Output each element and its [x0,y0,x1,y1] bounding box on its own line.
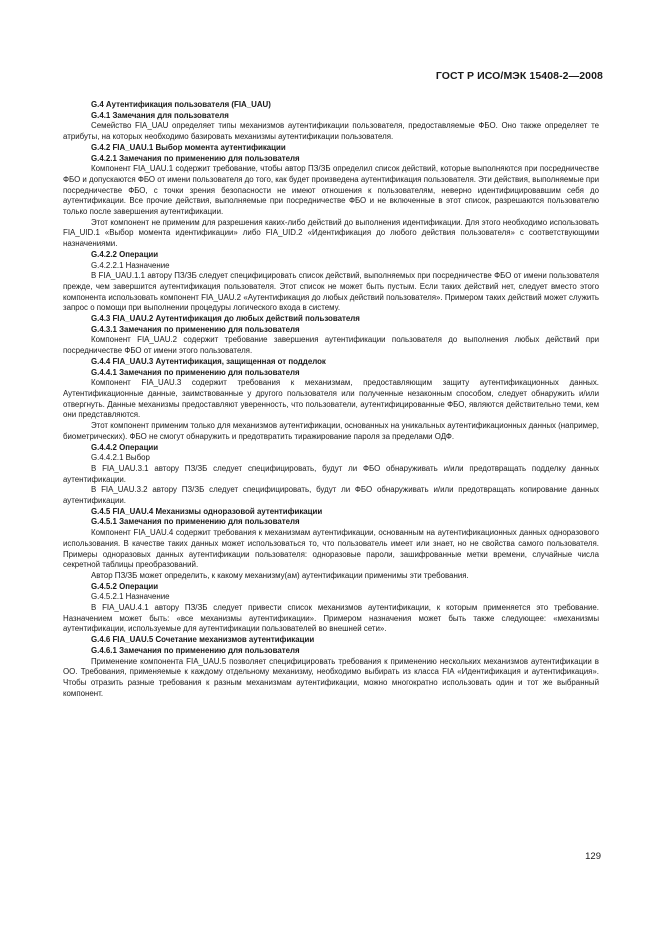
paragraph: В FIA_UAU.1.1 автору ПЗ/ЗБ следует специфицировать список действий, выполняемых при посредничестве ФБО от имени пользователя прежде, чем завершится аутентификация пользователя. Этот список не может быть пустым. Если таких действий нет, следует вместо этого компонента использовать компонент FIA_UAU.2 «Аутентификация до любых действий пользователя». Примером таких действий может служить запрос о помощи при выполнении процедуры логического входа в систему. [63,271,599,313]
section-heading: G.4.2 FIA_UAU.1 Выбор момента аутентификации [91,142,286,152]
paragraph: Компонент FIA_UAU.2 содержит требование завершения аутентификации пользователя до выполнения любых действий при посредничестве ФБО от имени этого пользователя. [63,335,599,356]
paragraph: Автор ПЗ/ЗБ может определить, к какому механизму(ам) аутентификации применимы эти требования. [91,570,469,580]
section-heading: G.4.5 FIA_UAU.4 Механизмы одноразовой аутентификации [91,506,323,516]
section-heading: G.4.3 FIA_UAU.2 Аутентификация до любых действий пользователя [91,314,360,324]
paragraph: В FIA_UAU.3.1 автору ПЗ/ЗБ следует специфицировать, будут ли ФБО обнаруживать и/или предотвращать подделку данных аутентификации. [63,463,599,484]
paragraph: G.4.4.2.1 Выбор [91,453,150,463]
document-body [63,100,599,699]
paragraph: Этот компонент не применим для разрешения каких-либо действий до выполнения идентификации. Для этого необходимо использовать FIA_UID.1 «Выбор момента идентификации» либо FIA_UID.2 «Идентификация до любого действия пользователя» с соответствующими назначениями. [63,217,599,249]
section-heading: G.4.2.1 Замечания по применению для пользователя [91,153,300,163]
document-header: ГОСТ Р ИСО/МЭК 15408-2—2008 [435,70,603,82]
section-heading: G.4.4.1 Замечания по применению для пользователя [91,367,300,377]
section-heading: G.4.3.1 Замечания по применению для пользователя [91,324,300,334]
section-heading: G.4.5.1 Замечания по применению для пользователя [91,517,300,527]
section-heading: G.4.4.2 Операции [91,442,159,452]
page-number: 129 [585,851,601,862]
paragraph: Компонент FIA_UAU.1 содержит требование, чтобы автор ПЗ/ЗБ определил список действий, которые выполняются при посредничестве ФБО и допускаются ФБО от имени пользователя до того, как будет произведена аутентификация пользователя. Эти действия, выполняемые при посредничестве ФБО, с точки зрения безопасности не имеют отношения к пользователям, неверно идентифицировавшим себя до аутентификации. Все прочие действия, выполняемые при посредничестве ФБО и не включенные в этот список, разрешаются пользователю только после завершения аутентификации. [63,164,599,217]
paragraph: G.4.2.2.1 Назначение [91,260,170,270]
paragraph: Компонент FIA_UAU.3 содержит требования к механизмам, предоставляющим защиту аутентификационных данных. Аутентификационные данные, заимствованные у другого пользователя или полученные незаконным способом, следует обнаружить и/или отвергнуть. Данные механизмы предоставляют уверенность, что пользователи, аутентифицированные ФБО, являются действительно теми, кем они представляются. [63,378,599,420]
paragraph: G.4.5.2.1 Назначение [91,592,170,602]
section-heading: G.4.4 FIA_UAU.3 Аутентификация, защищенная от подделок [91,356,326,366]
paragraph: В FIA_UAU.4.1 автору ПЗ/ЗБ следует привести список механизмов аутентификации, к которым применяется это требование. Назначением может быть: «все механизмы аутентификации». Примером назначения может быть также следующее: «механизмы аутентификации, используемые для аутентификации пользователей во внешней сети». [63,603,599,634]
paragraph: Применение компонента FIA_UAU.5 позволяет специфицировать требования к применению нескольких механизмов аутентификации в ОО. Требования, применяемые к каждому отдельному механизму, необходимо выбирать из класса FIA «Идентификация и аутентификация». Чтобы отразить разные требования к разным механизмам аутентификации, можно многократно использовать один и тот же выбранный компонент. [63,656,599,698]
section-heading: G.4.1 Замечания для пользователя [91,110,229,120]
section-heading: G.4.6.1 Замечания по применению для пользователя [91,645,300,655]
paragraph: В FIA_UAU.3.2 автору ПЗ/ЗБ следует специфицировать, будут ли ФБО обнаруживать и/или предотвращать копирование данных аутентификации. [63,485,599,506]
section-heading: G.4 Аутентификация пользователя (FIA_UAU) [91,100,271,109]
section-heading: G.4.2.2 Операции [91,249,159,259]
paragraph: Семейство FIA_UAU определяет типы механизмов аутентификации пользователя, предоставляемые ФБО. Оно также определяет те атрибуты, на которых необходимо базировать механизмы аутентификации пользователя. [63,121,599,142]
section-heading: G.4.6 FIA_UAU.5 Сочетание механизмов аутентификации [91,635,315,645]
section-heading: G.4.5.2 Операции [91,581,159,591]
paragraph: Компонент FIA_UAU.4 содержит требования к механизмам аутентификации, основанным на аутентификационных данных одноразового использования. В качестве таких данных может использоваться то, что пользователь имеет или знает, но не свойства самого пользователя. Примеры одноразовых данных аутентификации пользователя: одноразовые пароли, зашифрованные метки времени, случайные числа секретной таблицы преобразований. [63,528,599,570]
paragraph: Этот компонент применим только для механизмов аутентификации, основанных на уникальных аутентификационных данных (например, биометрических). ФБО не смогут обнаружить и предотвратить тиражирование пароля за пределами ОДФ. [63,421,599,441]
